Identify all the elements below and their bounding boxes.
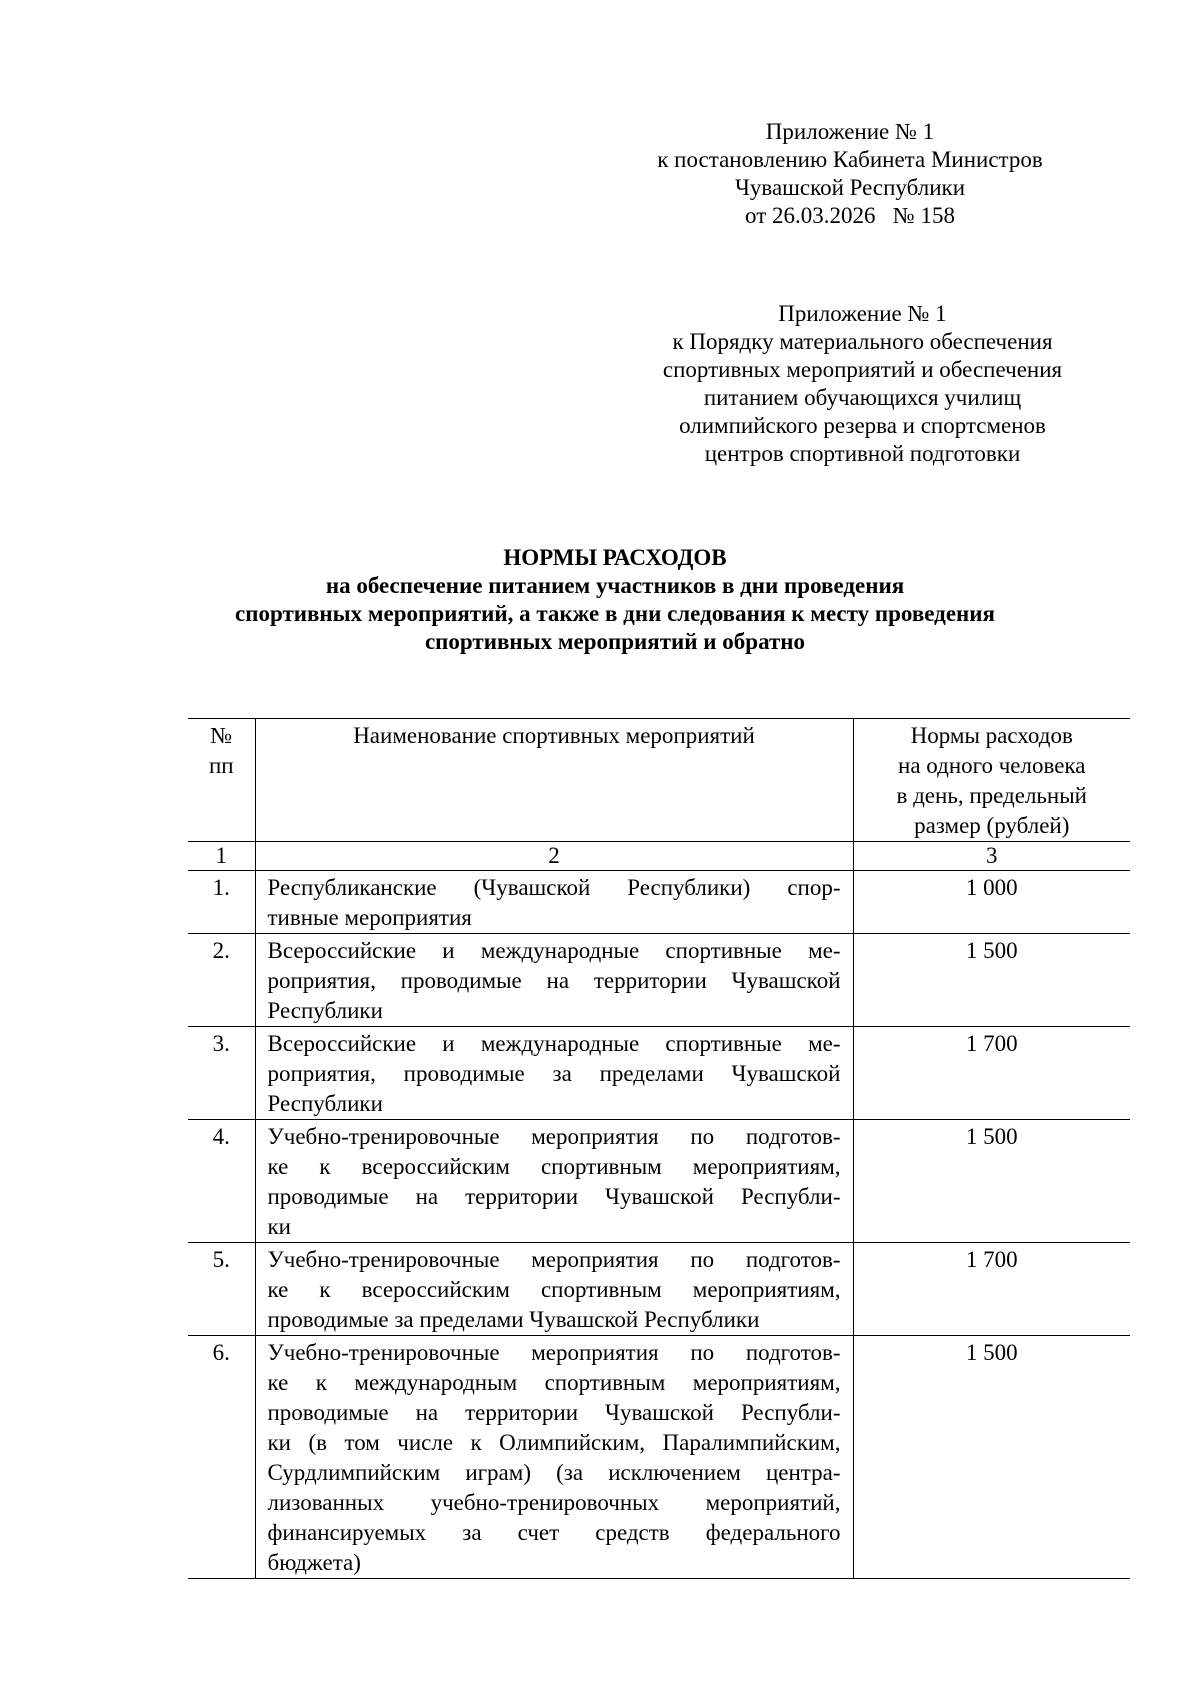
table-row — [188, 1027, 1130, 1120]
header-norm-line: размер (рублей) — [914, 813, 1070, 838]
appendix-2-line: Приложение № 1 — [778, 301, 947, 326]
index-cell: 3 — [853, 842, 1130, 871]
table-header-row — [188, 719, 1130, 842]
row-norm: 1 700 — [853, 1027, 1130, 1120]
row-num: 1. — [188, 871, 255, 934]
row-name — [255, 1243, 853, 1336]
document-title — [150, 544, 1080, 656]
row-name — [255, 934, 853, 1027]
row-name — [255, 1027, 853, 1120]
table-row — [188, 1243, 1130, 1336]
table-row — [188, 1336, 1130, 1579]
title-line: спортивных мероприятий и обратно — [424, 629, 806, 654]
table-index-row — [188, 842, 1130, 871]
header-num-line: № — [210, 723, 233, 748]
table-row — [188, 1120, 1130, 1243]
header-norm — [853, 719, 1130, 842]
row-name — [255, 1120, 853, 1243]
row-num: 6. — [188, 1336, 255, 1579]
row-name-line: Учебно-тренировочные мероприятия по подготов- — [267, 1124, 841, 1149]
row-name-line: Сурдлимпийским играм) (за исключением центра- — [267, 1460, 841, 1485]
row-norm: 1 000 — [853, 871, 1130, 934]
title-line: спортивных мероприятий, а также в дни следования к месту проведения — [235, 601, 995, 626]
title-line: на обеспечение питанием участников в дни проведения — [325, 573, 905, 598]
row-name-line: ки (в том числе к Олимпийским, Паралимпийским, — [267, 1430, 841, 1455]
row-name-line: Учебно-тренировочные мероприятия по подготов- — [267, 1247, 841, 1272]
row-num: 2. — [188, 934, 255, 1027]
table-row — [188, 934, 1130, 1027]
row-norm: 1 700 — [853, 1243, 1130, 1336]
row-name-line: проводимые на территории Чувашской Республи- — [267, 1184, 841, 1209]
header-num-line: пп — [208, 753, 234, 778]
appendix-2-line: к Порядку материального обеспечения — [672, 329, 1053, 354]
appendix-1-line: Чувашской Республики — [734, 175, 966, 200]
row-name-line: Всероссийские и международные спортивные ме- — [267, 1031, 841, 1056]
row-name-line: Учебно-тренировочные мероприятия по подготов- — [267, 1340, 841, 1365]
row-name-line: проводимые за пределами Чувашской Республики — [267, 1307, 760, 1332]
row-name-line: ки — [267, 1214, 291, 1239]
norms-table — [188, 718, 1130, 1579]
row-name-line: тивные мероприятия — [267, 905, 472, 930]
row-name-line: Республики — [267, 998, 383, 1023]
index-cell: 2 — [255, 842, 853, 871]
row-name-line: Республиканские (Чувашской Республики) спор- — [267, 875, 841, 900]
row-name-line: Республики — [267, 1091, 383, 1116]
row-name-line: роприятия, проводимые за пределами Чувашской — [267, 1061, 841, 1086]
row-name-line: ке к всероссийским спортивным мероприятиям, — [267, 1154, 841, 1179]
appendix-1-line: Приложение № 1 — [765, 119, 935, 144]
row-name-line: проводимые на территории Чувашской Республи- — [267, 1400, 841, 1425]
title-main: НОРМЫ РАСХОДОВ — [503, 545, 727, 570]
table-row — [188, 871, 1130, 934]
index-cell: 1 — [188, 842, 255, 871]
row-name-line: бюджета) — [267, 1550, 361, 1575]
row-num: 4. — [188, 1120, 255, 1243]
header-norm-line: на одного человека — [898, 753, 1086, 778]
row-name-line: финансируемых за счет средств федерального — [267, 1520, 841, 1545]
row-norm: 1 500 — [853, 934, 1130, 1027]
row-num: 5. — [188, 1243, 255, 1336]
row-num: 3. — [188, 1027, 255, 1120]
appendix-1-date-number: от 26.03.2026 № 158 — [745, 203, 955, 228]
row-name-line: ке к международным спортивным мероприятиям, — [267, 1370, 841, 1395]
appendix-2-line: питанием обучающихся училищ — [703, 385, 1022, 410]
appendix-2-line: спортивных мероприятий и обеспечения — [662, 357, 1063, 382]
appendix-2-line: центров спортивной подготовки — [704, 441, 1021, 466]
header-norm-line: в день, предельный — [896, 783, 1087, 808]
row-name-line: ке к всероссийским спортивным мероприятиям, — [267, 1277, 841, 1302]
row-name-line: Всероссийские и международные спортивные ме- — [267, 938, 841, 963]
row-norm: 1 500 — [853, 1120, 1130, 1243]
header-num — [188, 719, 255, 842]
appendix-2-block — [615, 300, 1110, 468]
appendix-1-line: к постановлению Кабинета Министров — [657, 147, 1043, 172]
row-name-line: лизованных учебно-тренировочных мероприятий, — [267, 1490, 841, 1515]
appendix-2-line: олимпийского резерва и спортсменов — [679, 413, 1046, 438]
appendix-1-block — [600, 118, 1100, 230]
row-norm: 1 500 — [853, 1336, 1130, 1579]
row-name — [255, 1336, 853, 1579]
header-name: Наименование спортивных мероприятий — [255, 719, 853, 842]
row-name — [255, 871, 853, 934]
row-name-line: роприятия, проводимые на территории Чувашской — [267, 968, 841, 993]
header-norm-line: Нормы расходов — [910, 723, 1073, 748]
